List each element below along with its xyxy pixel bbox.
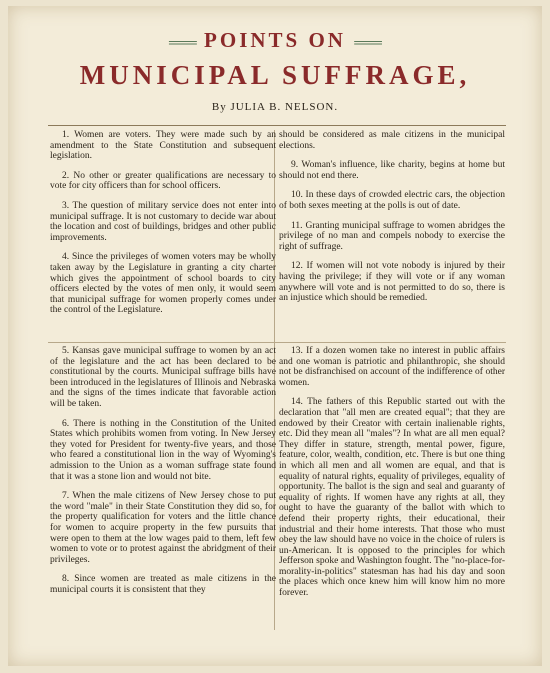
point-12: 12. If women will not vote nobody is injured by their having the privilege; if they will vote or if any woman anywhere will vote and is not permitted to do so, there is an injustice which should be remedied. (279, 261, 505, 304)
point-4: 4. Since the privileges of women voters may be wholly taken away by the Legislature in granting a city charter which gives the appointment of school boards to city officers elected by the votes of men only, it would seem that municipal suffrage for women properly comes under the control of the Legislature. (50, 252, 276, 316)
point-14: 14. The fathers of this Republic started out with the declaration that "all men are created equal"; that they are endowed by their Creator with certain inalienable rights, etc. Did they mean all "males"? In what are all men equal? They differ in stature, strength, mental power, figure, feature, color, wealth, condition, etc. There is but one thing in which all men and all women are equal, and that is equality of natural rights, equality of privileges, equality of opportunity. The ballot is the sign and seal and guaranty of equality of rights. If women have any rights at all, they ought to have the guaranty of the ballot with which to defend their property rights, their educational, their industrial and their home interests. That those who must obey the law should have no voice in the choice of rulers is un-American. It is opposed to the principles for which Jefferson spoke and Washington fought. The "no-place-for-morality-in-politics" statesman has had his day and soon the places which once knew him will know him no more forever. (279, 397, 505, 599)
point-9: 9. Woman's influence, like charity, begins at home but should not end there. (279, 160, 505, 181)
point-5: 5. Kansas gave municipal suffrage to women by an act of the legislature and the act has been declared to be constitutional by the courts. Municipal suffrage bills have been introduced in the legislatures of Illinois and Nebraska and the signs of the times indicate that favorable action will be taken. (50, 346, 276, 409)
document-page (8, 6, 542, 666)
title-line-2: MUNICIPAL SUFFRAGE, (79, 60, 471, 90)
ornament-left: ═══ (169, 36, 196, 51)
title-points-on: POINTS ON (204, 28, 346, 52)
left-column (50, 130, 276, 325)
title-line-1 (8, 28, 542, 53)
right-column (279, 130, 505, 313)
right-column-lower (279, 346, 505, 608)
point-3: 3. The question of military service does not enter into municipal suffrage. It is not customary to decide war about the location and cost of buildings, bridges and other public improvements. (50, 200, 276, 243)
point-7: 7. When the male citizens of New Jersey chose to put the word "male" in their State Constitution they did so, for the property qualification for voters and the little chance for women to acquire property in the few pursuits that were open to them at the low wages paid to them, left few women to vote or to protest against the abridgment of their privileges. (50, 491, 276, 565)
point-8: 8. Since women are treated as male citizens in the municipal courts it is consistent that they (50, 574, 276, 595)
point-1: 1. Women are voters. They were made such by an amendment to the State Constitution and subsequent legislation. (50, 130, 276, 162)
left-column-lower (50, 346, 276, 604)
byline: By JULIA B. NELSON. (211, 101, 339, 113)
section-separator (48, 342, 506, 343)
title-rule (48, 125, 506, 126)
point-13: 13. If a dozen women take no interest in public affairs and one woman is patriotic and philanthropic, she should not be disfranchised on account of the indifference of other women. (279, 346, 505, 388)
point-2: 2. No other or greater qualifications are necessary to vote for city officers than for school officers. (50, 170, 276, 192)
point-8-continued: should be considered as male citizens in the municipal elections. (279, 130, 505, 151)
point-6: 6. There is nothing in the Constitution of the United States which prohibits women from voting. In New Jersey they voted for President for twenty-five years, and those who feared a constitutional lion in the way of Wyoming's admission to the Union as a woman suffrage state found that it was a stone lion and would not bite. (50, 418, 276, 482)
ornament-right: ═══ (354, 36, 381, 51)
point-10: 10. In these days of crowded electric cars, the objection of both sexes meeting at the polls is out of date. (279, 190, 505, 211)
point-11: 11. Granting municipal suffrage to women abridges the privilege of no man and compels nobody to exercise the right of suffrage. (279, 220, 505, 252)
